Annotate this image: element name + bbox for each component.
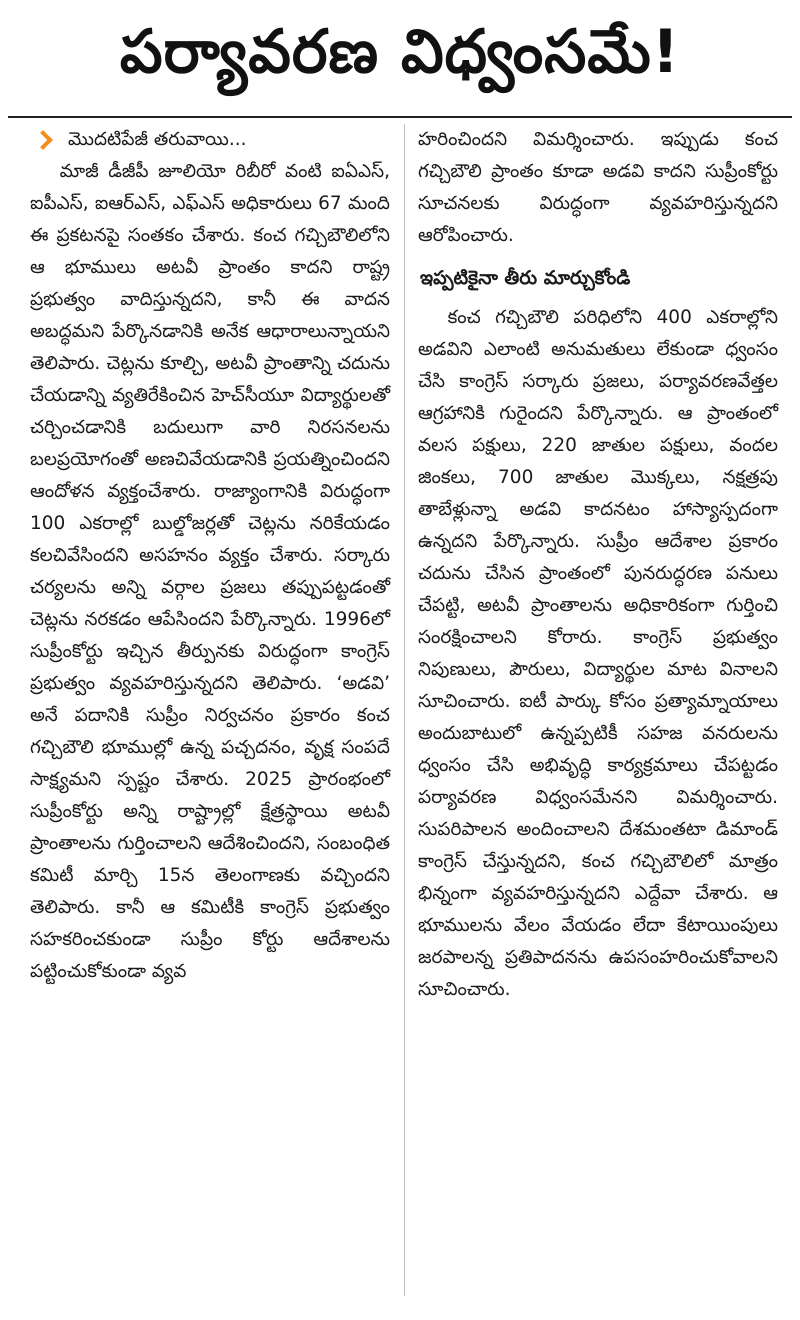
continued-label: మొదటిపేజీ తరువాయి...	[68, 129, 247, 150]
right-column	[418, 124, 778, 1300]
headline: పర్యావరణ విధ్వంసమే!	[119, 17, 681, 87]
body-paragraph: మాజీ డీజీపీ జూలియో రిబీరో వంటి ఐఏఎస్, ఐపీఎస్, ఐఆర్ఎస్, ఎఫ్ఎస్ అధికారులు 67 మంది ఈ ప్రకటనపై సంతకం చేశారు. కంచ గచ్చిబౌలిలోని ఆ భూములు అటవీ ప్రాంతం కాదని రాష్ట్ర ప్రభుత్వం వాదిస్తున్నదని, కానీ ఈ వాదన అబద్ధమని పేర్కొనడానికి అనేక ఆధారాలున్నాయని తెలిపారు. చెట్లను కూల్చి, అటవీ ప్రాంతాన్ని చదును చేయడాన్ని వ్యతిరేకించిన హెచ్‌సీయూ విద్యార్థులతో చర్చించడానికి బదులుగా వారి నిరసనలను బలప్రయోగంతో అణచివేయడానికి ప్రయత్నించిందని ఆందోళన వ్యక్తంచేశారు. రాజ్యాంగానికి విరుద్ధంగా 100 ఎకరాల్లో బుల్డోజర్లతో చెట్లను నరికేయడం కలచివేసిందని అసహనం వ్యక్తం చేశారు. సర్కారు చర్యలను అన్ని వర్గాల ప్రజలు తప్పుపట్టడంతో చెట్లను నరకడం ఆపేసిందని పేర్కొన్నారు. 1996లో సుప్రీంకోర్టు ఇచ్చిన తీర్పునకు విరుద్ధంగా కాంగ్రెస్ ప్రభుత్వం వ్యవహరిస్తున్నదని తెలిపారు. ‘అడవి’ అనే పదానికి సుప్రీం నిర్వచనం ప్రకారం కంచ గచ్చిబౌలి భూముల్లో ఉన్న పచ్చదనం, వృక్ష సంపదే సాక్ష్యమని స్పష్టం చేశారు. 2025 ప్రారంభంలో సుప్రీంకోర్టు అన్ని రాష్ట్రాల్లో క్షేత్రస్థాయి అటవీ ప్రాంతాలను గుర్తించాలని ఆదేశించిందని, సంబంధిత కమిటీ మార్చి 15న తెలంగాణకు వచ్చిందని తెలిపారు. కానీ ఆ కమిటీకి కాంగ్రెస్ ప్రభుత్వం సహకరించకుండా సుప్రీం కోర్టు ఆదేశాలను పట్టించుకోకుండా వ్యవ	[30, 161, 390, 982]
body-paragraph: హరించిందని విమర్శించారు. ఇప్పుడు కంచ గచ్చిబౌలి ప్రాంతం కూడా అడవి కాదని సుప్రీంకోర్టు సూచనలకు విరుద్ధంగా వ్యవహరిస్తున్నదని ఆరోపించారు.	[418, 129, 778, 246]
chevron-right-icon	[33, 130, 53, 150]
continued-line	[30, 124, 390, 156]
column-divider	[404, 124, 405, 1296]
subheading: ఇప్పటికైనా తీరు మార్చుకోండి	[420, 267, 631, 289]
left-column	[30, 124, 390, 1300]
body-paragraph: కంచ గచ్చిబౌలి పరిధిలోని 400 ఎకరాల్లోని అడవిని ఎలాంటి అనుమతులు లేకుండా ధ్వంసం చేసి కాంగ్రెస్ సర్కారు ప్రజలు, పర్యావరణవేత్తల ఆగ్రహానికి గురైందని పేర్కొన్నారు. ఆ ప్రాంతంలో వలస పక్షులు, 220 జాతుల పక్షులు, వందల జింకలు, 700 జాతుల మొక్కలు, నక్షత్రపు తాబేళ్లున్నా అడవి కాదనటం హాస్యాస్పదంగా ఉన్నదని పేర్కొన్నారు. సుప్రీం ఆదేశాల ప్రకారం చదును చేసిన ప్రాంతంలో పునరుద్ధరణ పనులు చేపట్టి, అటవీ ప్రాంతాలను అధికారికంగా గుర్తించి సంరక్షించాలని కోరారు. కాంగ్రెస్ ప్రభుత్వం నిపుణులు, పౌరులు, విద్యార్థుల మాట వినాలని సూచించారు. ఐటీ పార్కు కోసం ప్రత్యామ్నాయాలు అందుబాటులో ఉన్నప్పటికీ సహజ వనరులను ధ్వంసం చేసి అభివృద్ధి కార్యక్రమాలు చేపట్టడం పర్యావరణ విధ్వంసమేనని విమర్శించారు. సుపరిపాలన అందించాలని దేశమంతటా డిమాండ్ కాంగ్రెస్ చేస్తున్నదని, కంచ గచ్చిబౌలిలో మాత్రం భిన్నంగా వ్యవహరిస్తున్నదని ఎద్దేవా చేశారు. ఆ భూములను వేలం వేయడం లేదా కేటాయింపులు జరపాలన్న ప్రతిపాదనను ఉపసంహరించుకోవాలని సూచించారు.	[418, 307, 778, 1000]
headline-rule	[8, 116, 792, 118]
